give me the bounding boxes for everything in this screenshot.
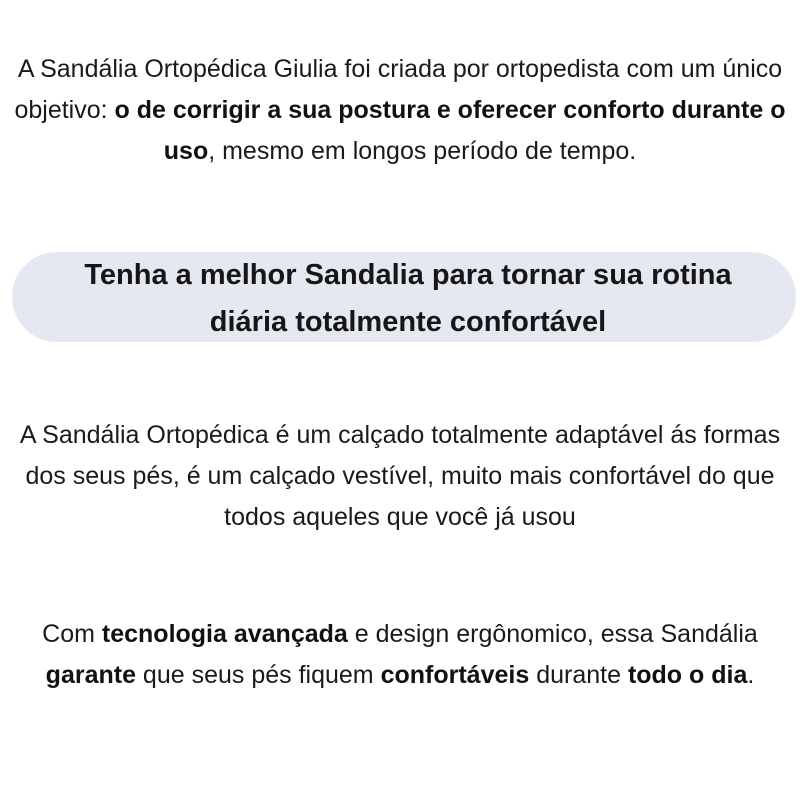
intro-paragraph	[10, 49, 790, 172]
technology-text: Com	[42, 620, 102, 648]
headline-line-2: diária totalmente confortável	[209, 306, 607, 338]
intro-text: A Sandália Ortopédica Giulia foi criada por ortopedista com um único objetivo:	[14, 55, 783, 124]
technology-highlight: tecnologia avançada	[101, 620, 348, 648]
headline-text	[20, 252, 796, 346]
guarantee-highlight: garante	[45, 661, 136, 689]
description-paragraph: A Sandália Ortopédica é um calçado totalmente adaptável ás formas dos seus pés, é um calçado vestível, muito mais confortável do que todos aqueles que você já usou	[19, 421, 781, 531]
technology-text: durante	[529, 661, 628, 689]
technology-text: e design ergônomico, essa Sandália	[347, 620, 758, 648]
technology-text-end: .	[747, 661, 755, 689]
comfort-highlight: confortáveis	[380, 661, 530, 689]
technology-paragraph	[10, 614, 790, 696]
technology-text: que seus pés fiquem	[135, 661, 381, 689]
all-day-highlight: todo o dia	[627, 661, 748, 689]
intro-text-end: , mesmo em longos período de tempo.	[208, 137, 637, 165]
headline-line-1: Tenha a melhor Sandalia para tornar sua rotina	[84, 259, 732, 291]
intro-highlight: o de corrigir a sua postura e oferecer conforto durante o uso	[114, 96, 786, 165]
